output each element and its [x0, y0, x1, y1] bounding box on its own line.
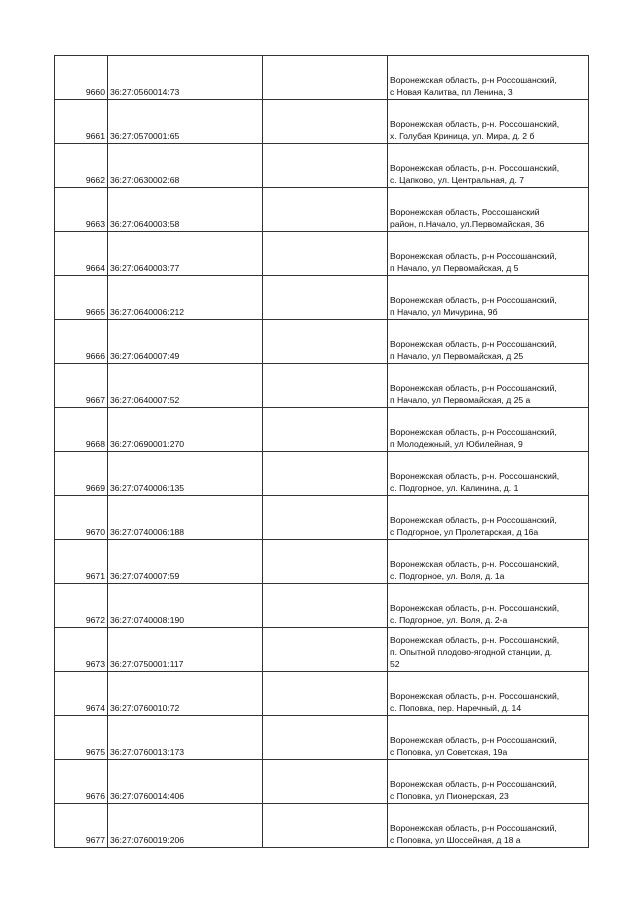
cadastral-number-cell: 36:27:0740006:135 — [108, 452, 263, 496]
row-number-cell: 9674 — [55, 672, 108, 716]
address-cell: Воронежская область, р-н Россошанский, с Подгорное, ул Пролетарская, д 16а — [388, 496, 589, 540]
row-number-cell: 9660 — [55, 56, 108, 100]
address-cell: Воронежская область, р-н Россошанский, с Поповка, ул Шоссейная, д 18 а — [388, 804, 589, 848]
table-row — [55, 276, 589, 320]
row-number-cell: 9666 — [55, 320, 108, 364]
table-row — [55, 232, 589, 276]
cadastral-number-cell: 36:27:0760019:206 — [108, 804, 263, 848]
address-cell: Воронежская область, р-н Россошанский, п Начало, ул Мичурина, 9б — [388, 276, 589, 320]
row-number-cell: 9675 — [55, 716, 108, 760]
table-row — [55, 672, 589, 716]
cadastral-number-cell: 36:27:0640003:58 — [108, 188, 263, 232]
address-cell: Воронежская область, р-н. Россошанский, с. Подгорное, ул. Калинина, д. 1 — [388, 452, 589, 496]
cadastral-number-cell: 36:27:0630002:68 — [108, 144, 263, 188]
address-cell: Воронежская область, р-н. Россошанский, х. Голубая Криница, ул. Мира, д. 2 б — [388, 100, 589, 144]
empty-cell — [263, 804, 388, 848]
empty-cell — [263, 584, 388, 628]
address-cell: Воронежская область, р-н Россошанский, п Начало, ул Первомайская, д 25 а — [388, 364, 589, 408]
cadastral-number-cell: 36:27:0690001:270 — [108, 408, 263, 452]
address-cell: Воронежская область, р-н. Россошанский, п. Опытной плодово-ягодной станции, д. 52 — [388, 628, 589, 672]
table-row — [55, 628, 589, 672]
address-cell: Воронежская область, р-н Россошанский, п Начало, ул Первомайская, д 25 — [388, 320, 589, 364]
address-cell: Воронежская область, р-н. Россошанский, с. Цапково, ул. Центральная, д. 7 — [388, 144, 589, 188]
address-cell: Воронежская область, р-н Россошанский, п Начало, ул Первомайская, д 5 — [388, 232, 589, 276]
cadastral-number-cell: 36:27:0760013:173 — [108, 716, 263, 760]
table-row — [55, 804, 589, 848]
empty-cell — [263, 56, 388, 100]
row-number-cell: 9664 — [55, 232, 108, 276]
cadastral-number-cell: 36:27:0640003:77 — [108, 232, 263, 276]
empty-cell — [263, 276, 388, 320]
table-row — [55, 188, 589, 232]
empty-cell — [263, 716, 388, 760]
table-row — [55, 452, 589, 496]
empty-cell — [263, 628, 388, 672]
table-row — [55, 364, 589, 408]
table-row — [55, 540, 589, 584]
cadastral-number-cell: 36:27:0560014:73 — [108, 56, 263, 100]
table-row — [55, 716, 589, 760]
address-cell: Воронежская область, р-н Россошанский, п Молодежный, ул Юбилейная, 9 — [388, 408, 589, 452]
table-row — [55, 144, 589, 188]
cadastral-number-cell: 36:27:0740007:59 — [108, 540, 263, 584]
cadastral-number-cell: 36:27:0640006:212 — [108, 276, 263, 320]
table-row — [55, 408, 589, 452]
table-row — [55, 584, 589, 628]
row-number-cell: 9671 — [55, 540, 108, 584]
cadastral-number-cell: 36:27:0760010:72 — [108, 672, 263, 716]
cadastral-number-cell: 36:27:0740008:190 — [108, 584, 263, 628]
address-cell: Воронежская область, Россошанский район, п.Начало, ул.Первомайская, 36 — [388, 188, 589, 232]
cadastral-number-cell: 36:27:0760014:406 — [108, 760, 263, 804]
registry-table-body — [55, 56, 589, 848]
cadastral-number-cell: 36:27:0640007:52 — [108, 364, 263, 408]
empty-cell — [263, 100, 388, 144]
empty-cell — [263, 760, 388, 804]
empty-cell — [263, 320, 388, 364]
empty-cell — [263, 364, 388, 408]
address-cell: Воронежская область, р-н. Россошанский, с. Подгорное, ул. Воля, д. 1а — [388, 540, 589, 584]
table-row — [55, 56, 589, 100]
empty-cell — [263, 144, 388, 188]
empty-cell — [263, 540, 388, 584]
registry-table — [54, 55, 589, 848]
address-cell: Воронежская область, р-н Россошанский, с Поповка, ул Советская, 19а — [388, 716, 589, 760]
empty-cell — [263, 496, 388, 540]
empty-cell — [263, 452, 388, 496]
row-number-cell: 9667 — [55, 364, 108, 408]
cadastral-number-cell: 36:27:0750001:117 — [108, 628, 263, 672]
row-number-cell: 9662 — [55, 144, 108, 188]
address-cell: Воронежская область, р-н. Россошанский, с. Поповка, пер. Наречный, д. 14 — [388, 672, 589, 716]
address-cell: Воронежская область, р-н Россошанский, с Новая Калитва, пл Ленина, 3 — [388, 56, 589, 100]
table-row — [55, 320, 589, 364]
table-row — [55, 100, 589, 144]
row-number-cell: 9661 — [55, 100, 108, 144]
empty-cell — [263, 232, 388, 276]
row-number-cell: 9673 — [55, 628, 108, 672]
empty-cell — [263, 672, 388, 716]
table-row — [55, 760, 589, 804]
row-number-cell: 9676 — [55, 760, 108, 804]
cadastral-number-cell: 36:27:0570001:65 — [108, 100, 263, 144]
table-row — [55, 496, 589, 540]
cadastral-number-cell: 36:27:0740006:188 — [108, 496, 263, 540]
row-number-cell: 9677 — [55, 804, 108, 848]
empty-cell — [263, 188, 388, 232]
row-number-cell: 9672 — [55, 584, 108, 628]
row-number-cell: 9669 — [55, 452, 108, 496]
row-number-cell: 9663 — [55, 188, 108, 232]
empty-cell — [263, 408, 388, 452]
row-number-cell: 9665 — [55, 276, 108, 320]
address-cell: Воронежская область, р-н. Россошанский, с. Подгорное, ул. Воля, д. 2-а — [388, 584, 589, 628]
row-number-cell: 9668 — [55, 408, 108, 452]
row-number-cell: 9670 — [55, 496, 108, 540]
cadastral-number-cell: 36:27:0640007:49 — [108, 320, 263, 364]
address-cell: Воронежская область, р-н Россошанский, с Поповка, ул Пионерская, 23 — [388, 760, 589, 804]
